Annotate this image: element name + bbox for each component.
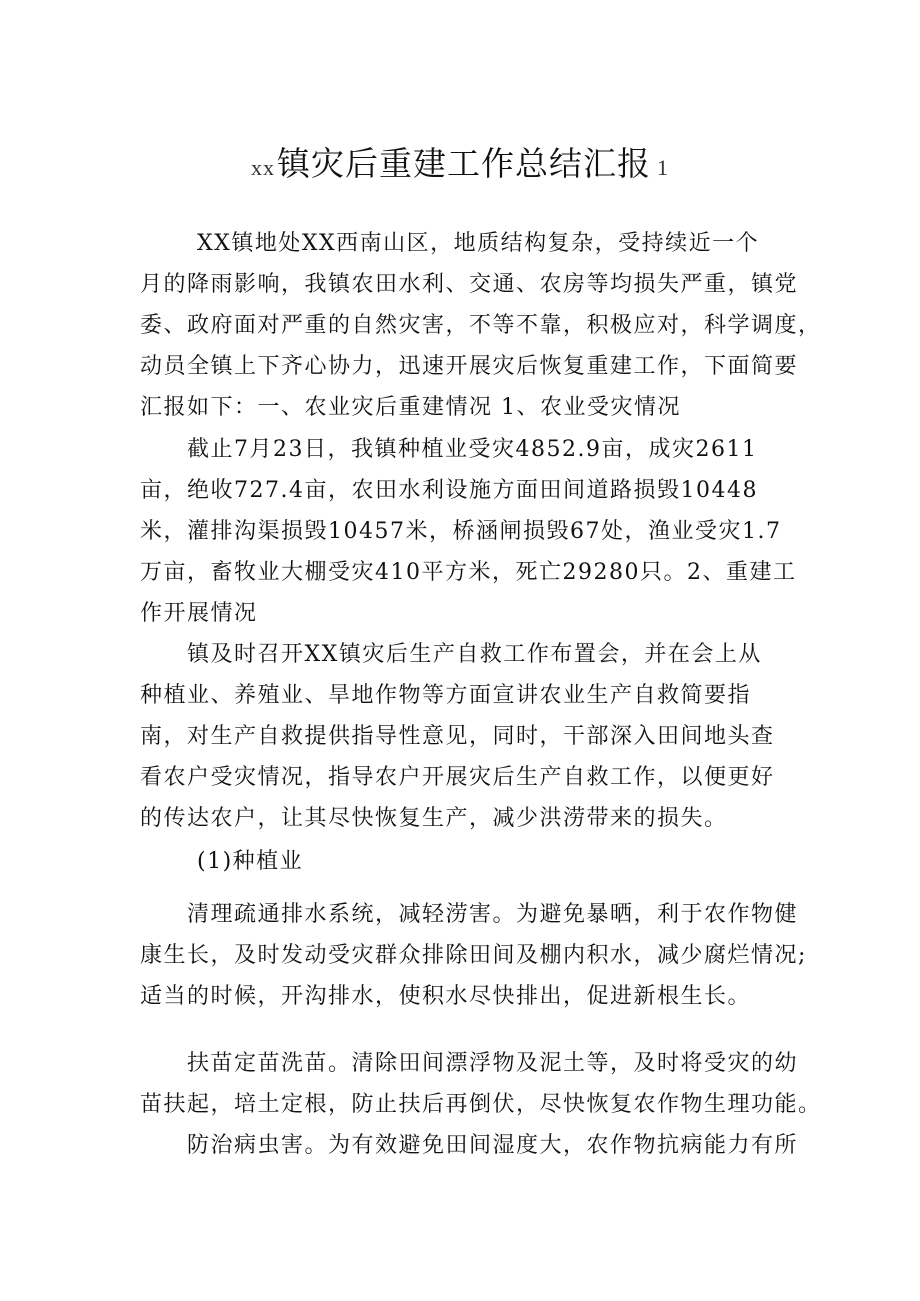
- paragraph-2-line-3: 米，灌排沟渠损毁10457米，桥涵闸损毁67处，渔业受灾1.7: [140, 519, 782, 544]
- paragraph-1-line-3: 委、政府面对严重的自然灾害，不等不靠，积极应对，科学调度，: [140, 313, 822, 338]
- paragraph-1-line-1: XX镇地处XX西南山区，地质结构复杂，受持续近一个: [197, 231, 760, 256]
- paragraph-1-line-4: 动员全镇上下齐心协力，迅速开展灾后恢复重建工作，下面简要: [140, 354, 799, 379]
- paragraph-6-line-1: 防治病虫害。为有效避免田间湿度大，农作物抗病能力有所: [187, 1133, 799, 1158]
- section-heading-planting: (1)种植业: [197, 849, 304, 874]
- paragraph-1-line-5: 汇报如下：一、农业灾后重建情况 1、农业受灾情况: [140, 395, 681, 420]
- paragraph-2-line-5: 作开展情况: [140, 601, 258, 626]
- document-title: [0, 138, 920, 185]
- paragraph-2-line-1: 截止7月23日，我镇种植业受灾4852.9亩，成灾2611: [187, 437, 758, 462]
- title-main: 镇灾后重建工作总结汇报: [277, 144, 651, 183]
- paragraph-4-line-1: 清理疏通排水系统，减轻涝害。为避免暴晒，利于农作物健: [187, 902, 799, 927]
- paragraph-3-line-1: 镇及时召开XX镇灾后生产自救工作布置会，并在会上从: [187, 642, 762, 667]
- paragraph-5-line-2: 苗扶起，培土定根，防止扶后再倒伏，尽快恢复农作物生理功能。: [140, 1092, 822, 1117]
- paragraph-3-line-5: 的传达农户，让其尽快恢复生产，减少洪涝带来的损失。: [140, 806, 728, 831]
- paragraph-1-line-2: 月的降雨影响，我镇农田水利、交通、农房等均损失严重，镇党: [140, 272, 799, 297]
- title-suffix: 1: [657, 155, 669, 180]
- paragraph-2-line-2: 亩，绝收727.4亩，农田水利设施方面田间道路损毁10448: [140, 478, 758, 503]
- paragraph-4-line-2: 康生长，及时发动受灾群众排除田间及棚内积水，减少腐烂情况;: [140, 943, 807, 968]
- paragraph-2-line-4: 万亩，畜牧业大棚受灾410平方米，死亡29280只。2、重建工: [140, 560, 797, 585]
- title-prefix: xx: [251, 155, 275, 180]
- paragraph-4-line-3: 适当的时候，开沟排水，使积水尽快排出，促进新根生长。: [140, 984, 752, 1009]
- paragraph-5-line-1: 扶苗定苗洗苗。清除田间漂浮物及泥土等，及时将受灾的幼: [187, 1051, 799, 1076]
- paragraph-3-line-2: 种植业、养殖业、旱地作物等方面宣讲农业生产自救简要指: [140, 683, 752, 708]
- paragraph-3-line-3: 南，对生产自救提供指导性意见，同时，干部深入田间地头查: [140, 724, 775, 749]
- paragraph-3-line-4: 看农户受灾情况，指导农户开展灾后生产自救工作，以便更好: [140, 765, 775, 790]
